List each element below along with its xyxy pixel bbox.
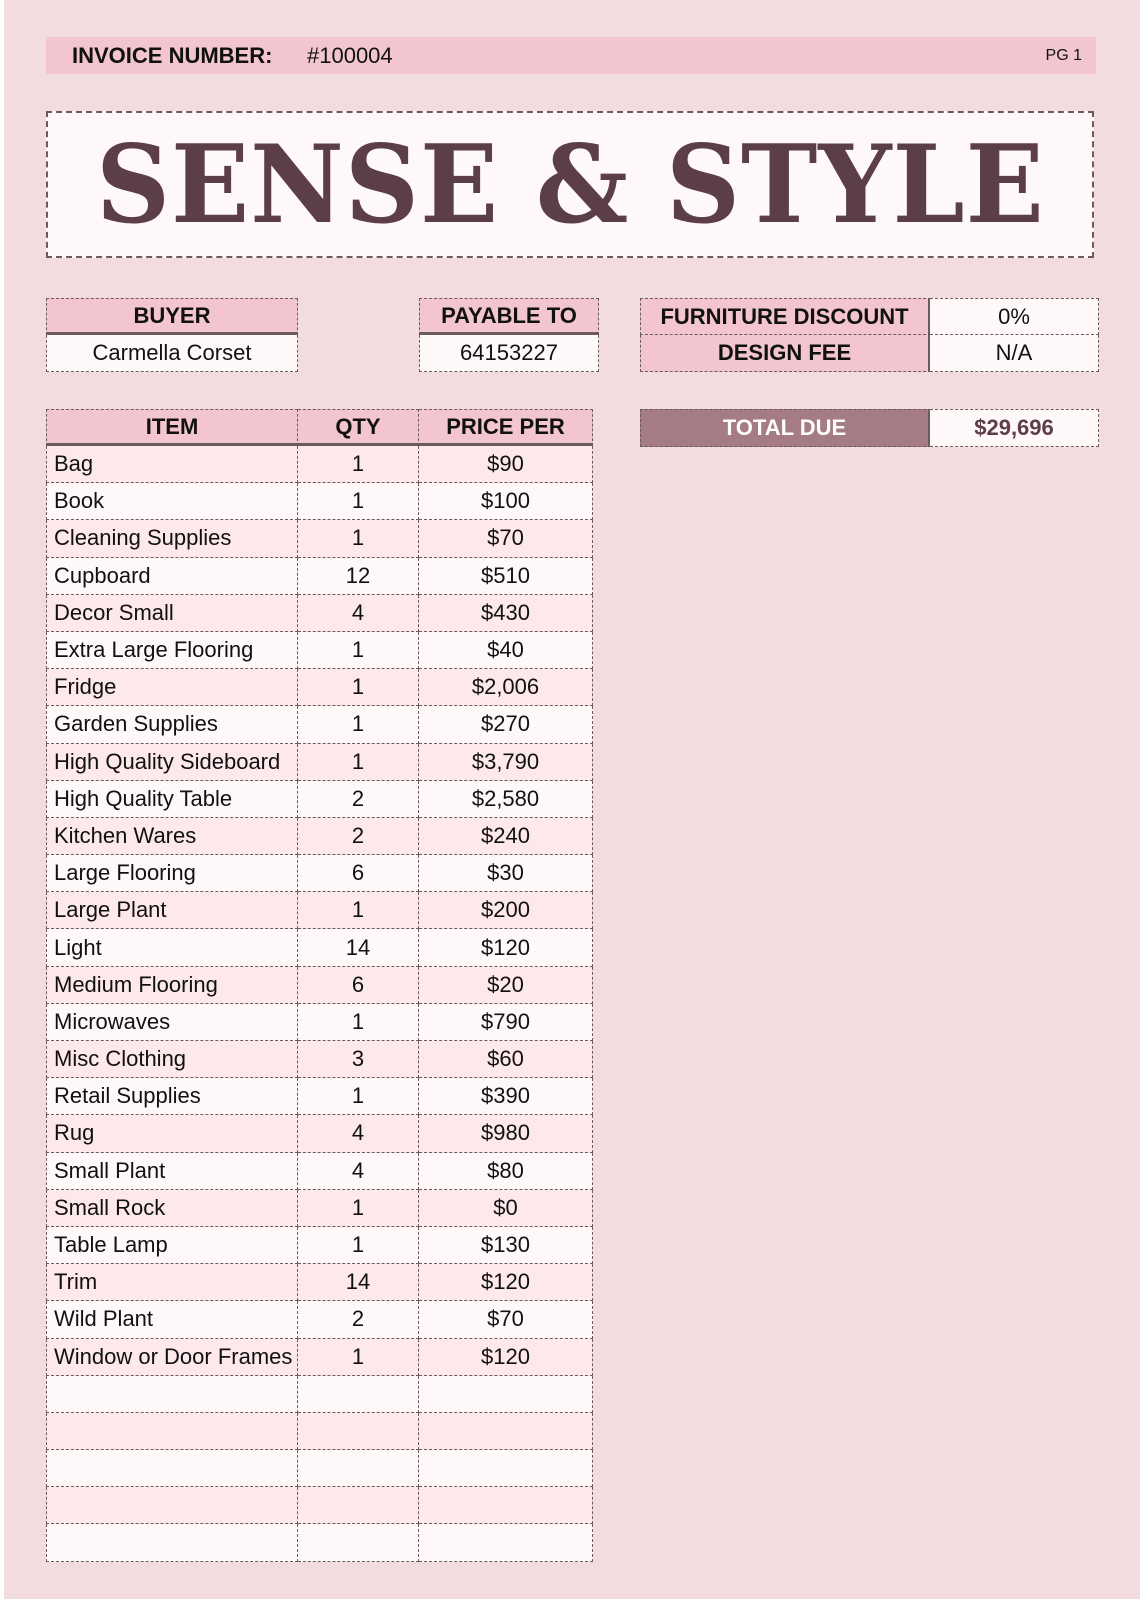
item-cell: Table Lamp (46, 1227, 298, 1264)
qty-cell (298, 1450, 419, 1487)
price-cell: $430 (419, 595, 593, 632)
table-row (46, 632, 598, 669)
total-due-label: TOTAL DUE (640, 409, 931, 447)
item-cell: Large Flooring (46, 855, 298, 892)
price-cell: $20 (419, 967, 593, 1004)
item-cell: Small Plant (46, 1153, 298, 1190)
table-row (46, 1264, 598, 1301)
table-row (46, 1450, 598, 1487)
qty-cell: 4 (298, 595, 419, 632)
item-cell: Cupboard (46, 558, 298, 595)
item-cell: Fridge (46, 669, 298, 706)
item-cell: Cleaning Supplies (46, 520, 298, 557)
item-cell: Microwaves (46, 1004, 298, 1041)
table-row (46, 520, 598, 557)
price-cell: $980 (419, 1115, 593, 1152)
design-fee-value: N/A (930, 335, 1099, 372)
table-row (46, 1301, 598, 1338)
table-row (46, 855, 598, 892)
table-row (46, 669, 598, 706)
table-row (46, 446, 598, 483)
qty-cell: 1 (298, 446, 419, 483)
table-header-row (46, 409, 598, 446)
table-row (46, 1487, 598, 1524)
item-cell (46, 1450, 298, 1487)
qty-cell: 3 (298, 1041, 419, 1078)
item-cell (46, 1487, 298, 1524)
table-row (46, 483, 598, 520)
table-row (46, 744, 598, 781)
items-table (46, 409, 598, 1562)
qty-cell: 4 (298, 1153, 419, 1190)
price-cell: $270 (419, 706, 593, 743)
price-cell: $120 (419, 1264, 593, 1301)
item-cell: Medium Flooring (46, 967, 298, 1004)
table-row (46, 781, 598, 818)
qty-cell: 1 (298, 1339, 419, 1376)
price-cell: $240 (419, 818, 593, 855)
item-cell: Bag (46, 446, 298, 483)
table-row (46, 1190, 598, 1227)
table-row (46, 1376, 598, 1413)
table-row (46, 967, 598, 1004)
table-row (46, 1115, 598, 1152)
item-cell: High Quality Table (46, 781, 298, 818)
payable-to-value: 64153227 (419, 335, 599, 372)
price-cell: $130 (419, 1227, 593, 1264)
item-cell: Small Rock (46, 1190, 298, 1227)
price-cell: $30 (419, 855, 593, 892)
item-cell: Kitchen Wares (46, 818, 298, 855)
qty-cell: 1 (298, 632, 419, 669)
design-fee-label: DESIGN FEE (640, 335, 931, 372)
qty-column-header: QTY (298, 409, 419, 446)
item-cell: Extra Large Flooring (46, 632, 298, 669)
price-cell: $120 (419, 1339, 593, 1376)
qty-cell: 1 (298, 744, 419, 781)
table-row (46, 1227, 598, 1264)
table-row (46, 1004, 598, 1041)
table-row (46, 558, 598, 595)
item-cell (46, 1524, 298, 1561)
price-cell: $60 (419, 1041, 593, 1078)
price-cell (419, 1524, 593, 1561)
furniture-discount-label: FURNITURE DISCOUNT (640, 298, 931, 335)
qty-cell: 14 (298, 1264, 419, 1301)
item-cell: Window or Door Frames (46, 1339, 298, 1376)
price-cell (419, 1487, 593, 1524)
table-row (46, 818, 598, 855)
qty-cell: 4 (298, 1115, 419, 1152)
furniture-discount-value: 0% (930, 298, 1099, 335)
table-row (46, 1413, 598, 1450)
table-row (46, 1153, 598, 1190)
qty-cell (298, 1376, 419, 1413)
item-cell: Garden Supplies (46, 706, 298, 743)
qty-cell: 6 (298, 855, 419, 892)
item-cell (46, 1413, 298, 1450)
item-cell: Rug (46, 1115, 298, 1152)
table-row (46, 1041, 598, 1078)
price-cell: $2,580 (419, 781, 593, 818)
price-column-header: PRICE PER (419, 409, 593, 446)
price-cell: $3,790 (419, 744, 593, 781)
item-cell: Misc Clothing (46, 1041, 298, 1078)
item-cell: Retail Supplies (46, 1078, 298, 1115)
invoice-header-bar (46, 37, 1096, 74)
qty-cell (298, 1524, 419, 1561)
item-cell (46, 1376, 298, 1413)
price-cell: $790 (419, 1004, 593, 1041)
invoice-page (4, 0, 1140, 1599)
qty-cell: 1 (298, 706, 419, 743)
payable-to-label: PAYABLE TO (419, 298, 599, 335)
price-cell (419, 1450, 593, 1487)
page-number: PG 1 (1045, 47, 1082, 64)
item-column-header: ITEM (46, 409, 298, 446)
qty-cell: 2 (298, 818, 419, 855)
invoice-number: #100004 (307, 43, 393, 68)
item-cell: Decor Small (46, 595, 298, 632)
qty-cell: 1 (298, 520, 419, 557)
table-row (46, 892, 598, 929)
qty-cell: 12 (298, 558, 419, 595)
price-cell: $120 (419, 929, 593, 966)
qty-cell: 1 (298, 483, 419, 520)
table-row (46, 929, 598, 966)
qty-cell: 2 (298, 781, 419, 818)
qty-cell: 1 (298, 1078, 419, 1115)
table-row (46, 1339, 598, 1376)
item-cell: Trim (46, 1264, 298, 1301)
qty-cell: 6 (298, 967, 419, 1004)
qty-cell: 2 (298, 1301, 419, 1338)
item-cell: High Quality Sideboard (46, 744, 298, 781)
price-cell: $200 (419, 892, 593, 929)
qty-cell (298, 1413, 419, 1450)
price-cell: $0 (419, 1190, 593, 1227)
price-cell: $80 (419, 1153, 593, 1190)
invoice-number-label: INVOICE NUMBER: (72, 43, 273, 68)
price-cell: $2,006 (419, 669, 593, 706)
table-row (46, 706, 598, 743)
price-cell: $70 (419, 520, 593, 557)
item-cell: Wild Plant (46, 1301, 298, 1338)
qty-cell: 14 (298, 929, 419, 966)
qty-cell: 1 (298, 892, 419, 929)
price-cell: $90 (419, 446, 593, 483)
table-row (46, 595, 598, 632)
qty-cell: 1 (298, 1227, 419, 1264)
item-cell: Light (46, 929, 298, 966)
buyer-label: BUYER (46, 298, 298, 335)
qty-cell: 1 (298, 1190, 419, 1227)
table-row (46, 1078, 598, 1115)
price-cell (419, 1413, 593, 1450)
item-cell: Large Plant (46, 892, 298, 929)
price-cell (419, 1376, 593, 1413)
company-title: SENSE & STYLE (95, 121, 1045, 248)
qty-cell (298, 1487, 419, 1524)
price-cell: $40 (419, 632, 593, 669)
price-cell: $510 (419, 558, 593, 595)
price-cell: $70 (419, 1301, 593, 1338)
qty-cell: 1 (298, 1004, 419, 1041)
qty-cell: 1 (298, 669, 419, 706)
item-cell: Book (46, 483, 298, 520)
buyer-value: Carmella Corset (46, 335, 298, 372)
price-cell: $390 (419, 1078, 593, 1115)
title-box (46, 111, 1094, 258)
total-due-value: $29,696 (930, 409, 1099, 447)
table-row (46, 1524, 598, 1561)
price-cell: $100 (419, 483, 593, 520)
